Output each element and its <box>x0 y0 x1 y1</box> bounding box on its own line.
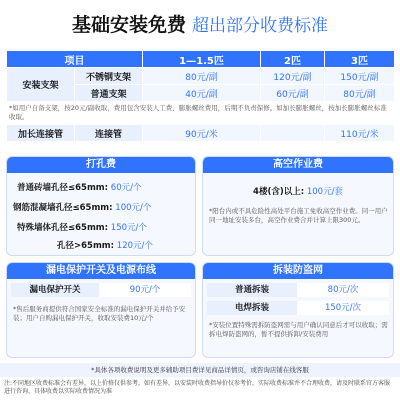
footer-disclaimer: 注:不同地区收费标准会有差异，以上价格仅供参考，如有差异，以安装时收费指导价仅参考价，实际收费标准并不合理收费，请及时联系官方客服进行咨询，具体收费以实际收费情况为准 <box>4 380 391 395</box>
list-item: 孔径>65mm: 120元/个 <box>57 241 153 251</box>
header-3: 3匹 <box>325 51 395 68</box>
price-cell: 110元/米 <box>325 125 395 142</box>
leakage-card <box>6 262 196 358</box>
removal-label: 电焊拆装 <box>207 301 297 315</box>
removal-note: *安装位置特殊需拆防盗网需与用户确认同意后才可以收取；需拆电焊防盗网的，暂不提供拆卸/安装费用 <box>209 321 388 338</box>
highwork-row: 4楼(含)以上: 100元/套 <box>253 187 343 197</box>
price-cell: 80元/副 <box>143 68 261 85</box>
highwork-note: *阳台内或不具危险性高处平台施工免收高空作业费。同一用户同一地址安装多台，高空作业费合并计算上限300元。 <box>209 207 388 224</box>
price-cell: 60元/副 <box>261 85 325 102</box>
title-main: 基础安装免费 <box>71 14 186 36</box>
removal-card <box>202 262 394 358</box>
leakage-title: 漏电保护开关及电源布线 <box>7 263 195 279</box>
pipe-label: 加长连接管 <box>7 125 75 142</box>
highwork-card <box>202 156 394 256</box>
removal-title: 拆装防盗网 <box>203 263 393 279</box>
install-bracket-label: 安装支架 <box>7 68 75 102</box>
title-sub: 超出部分收费标准 <box>192 16 328 36</box>
price-cell: 40元/副 <box>143 85 261 102</box>
price-cell <box>261 125 325 142</box>
bracket-type: 普通支架 <box>75 85 143 102</box>
price-table <box>6 50 395 142</box>
table-row <box>207 283 389 297</box>
price-cell: 150元/副 <box>325 68 395 85</box>
table-row <box>7 102 395 125</box>
list-item: 特殊墙体孔径≤65mm: 150元/个 <box>17 223 147 233</box>
price-cell: 80元/副 <box>325 85 395 102</box>
leakage-label: 漏电保护开关 <box>11 283 99 297</box>
highwork-title: 高空作业费 <box>203 157 393 173</box>
list-item: 普通砖墙孔径≤65mm: 60元/个 <box>17 183 142 193</box>
leakage-note: *售后服务商提供符合国家安全标准的漏电保护开关并给予安装；用户自购漏电保护开关，收取安装费10元/个 <box>13 305 186 322</box>
footer-note: *具体各项收费说明及更多辅助项目费详见商品详情页，或咨询店铺在线客服 <box>0 363 400 377</box>
table-row <box>7 125 395 142</box>
bracket-type: 不锈钢支架 <box>75 68 143 85</box>
header-item: 项目 <box>7 51 143 68</box>
leakage-row <box>11 283 191 297</box>
leakage-value: 90元/个 <box>99 283 191 297</box>
drilling-title: 打孔费 <box>7 157 195 173</box>
header-1-1-5: 1—1.5匹 <box>143 51 261 68</box>
drilling-card <box>6 156 196 256</box>
removal-value: 150元/次 <box>297 301 389 315</box>
bracket-note: *如用户自备支架，按20元/副收取，费用包含安装人工费、膨胀螺丝费用，后期不负责保修。如加长膨胀螺丝，按加长膨胀螺丝标准收取。 <box>7 102 395 125</box>
header-2: 2匹 <box>261 51 325 68</box>
table-row <box>7 68 395 85</box>
list-item: 钢筋混凝墙孔径≤65mm: 100元/个 <box>13 203 152 213</box>
removal-value: 80元/次 <box>297 283 389 297</box>
table-row <box>207 301 389 315</box>
page-title <box>0 10 400 37</box>
removal-label: 普通拆装 <box>207 283 297 297</box>
price-cell: 90元/米 <box>143 125 261 142</box>
pipe-type: 连接管 <box>75 125 143 142</box>
table-header-row <box>7 51 395 68</box>
price-cell: 120元/副 <box>261 68 325 85</box>
